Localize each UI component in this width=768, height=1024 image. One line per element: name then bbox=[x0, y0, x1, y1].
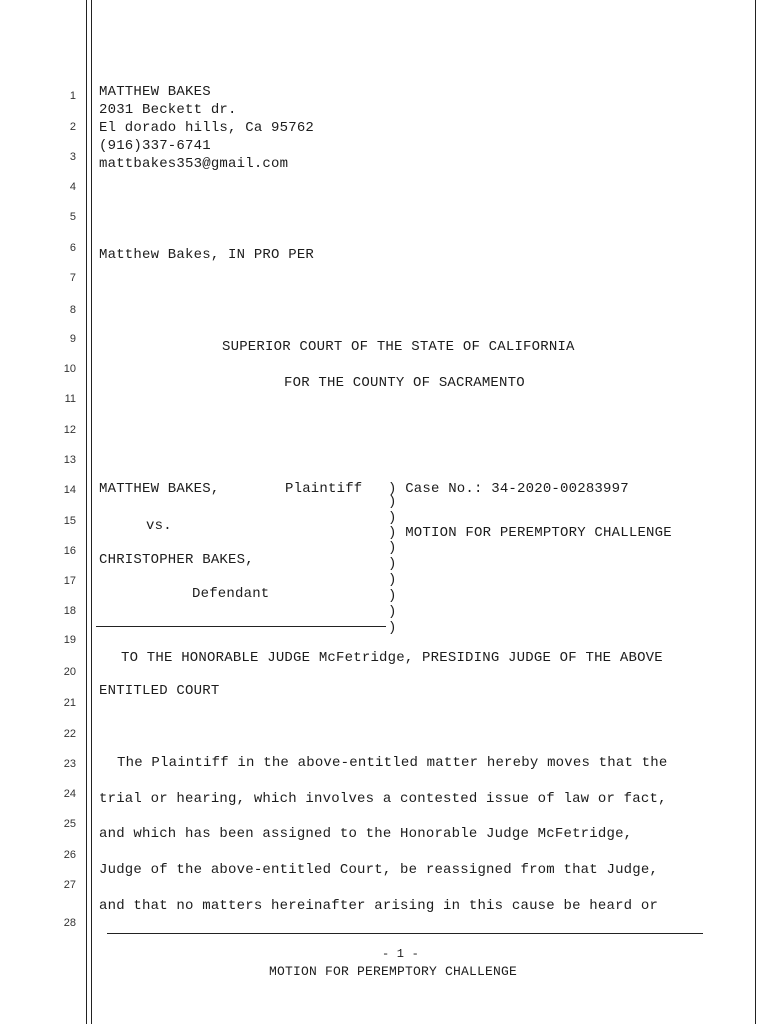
plaintiff-name: MATTHEW BAKES, bbox=[99, 481, 220, 497]
filer-email: mattbakes353@gmail.com bbox=[99, 156, 289, 172]
line-number: 22 bbox=[63, 728, 76, 740]
line-number: 9 bbox=[69, 333, 76, 345]
defendant-name: CHRISTOPHER BAKES, bbox=[99, 552, 254, 568]
left-margin-rule-outer bbox=[86, 0, 87, 1024]
line-number: 26 bbox=[63, 849, 76, 861]
line-number: 20 bbox=[63, 666, 76, 678]
line-number: 4 bbox=[69, 181, 76, 193]
page-number: - 1 - bbox=[382, 947, 420, 961]
filer-address-line1: 2031 Beckett dr. bbox=[99, 102, 237, 118]
footer-rule bbox=[107, 933, 703, 934]
line-number: 2 bbox=[69, 121, 76, 133]
line-number: 25 bbox=[63, 818, 76, 830]
filer-designation: Matthew Bakes, IN PRO PER bbox=[99, 247, 315, 263]
line-number: 6 bbox=[69, 242, 76, 254]
caption-underline bbox=[96, 626, 386, 627]
line-number: 18 bbox=[63, 605, 76, 617]
left-margin-rule-inner bbox=[91, 0, 92, 1024]
salutation-line1: TO THE HONORABLE JUDGE McFetridge, PRESIDING JUDGE OF THE ABOVE bbox=[121, 650, 663, 666]
body-line: Judge of the above-entitled Court, be reassigned from that Judge, bbox=[99, 862, 659, 878]
court-title: SUPERIOR COURT OF THE STATE OF CALIFORNIA bbox=[222, 339, 575, 355]
body-line: and which has been assigned to the Honorable Judge McFetridge, bbox=[99, 826, 633, 842]
line-number: 11 bbox=[64, 393, 76, 405]
court-county: FOR THE COUNTY OF SACRAMENTO bbox=[284, 375, 525, 391]
line-number: 27 bbox=[63, 879, 76, 891]
caption-parentheses: ) ) bbox=[388, 494, 397, 526]
line-number: 23 bbox=[63, 758, 76, 770]
line-number: 10 bbox=[63, 363, 76, 375]
motion-title: ) MOTION FOR PEREMPTORY CHALLENGE bbox=[388, 525, 672, 541]
line-number: 13 bbox=[63, 454, 76, 466]
line-number: 24 bbox=[63, 788, 76, 800]
plaintiff-role: Plaintiff bbox=[285, 481, 363, 497]
filer-name: MATTHEW BAKES bbox=[99, 84, 211, 100]
line-number: 19 bbox=[63, 634, 76, 646]
body-line: The Plaintiff in the above-entitled matter hereby moves that the bbox=[117, 755, 668, 771]
line-number: 7 bbox=[69, 272, 76, 284]
body-line: and that no matters hereinafter arising in this cause be heard or bbox=[99, 898, 659, 914]
line-number: 3 bbox=[69, 151, 76, 163]
line-number: 12 bbox=[63, 424, 76, 436]
line-number: 21 bbox=[63, 697, 76, 709]
line-number: 15 bbox=[63, 515, 76, 527]
line-number: 8 bbox=[69, 304, 76, 316]
caption-parentheses: ) ) ) ) ) ) bbox=[388, 540, 397, 636]
filer-phone: (916)337-6741 bbox=[99, 138, 211, 154]
line-number: 1 bbox=[69, 90, 76, 102]
right-margin-rule bbox=[755, 0, 756, 1024]
line-number: 14 bbox=[63, 484, 76, 496]
body-line: trial or hearing, which involves a contested issue of law or fact, bbox=[99, 791, 667, 807]
filer-address-line2: El dorado hills, Ca 95762 bbox=[99, 120, 315, 136]
versus-text: vs. bbox=[146, 518, 172, 534]
defendant-role: Defendant bbox=[192, 586, 270, 602]
salutation-line2: ENTITLED COURT bbox=[99, 683, 220, 699]
line-number: 28 bbox=[63, 917, 76, 929]
line-number: 17 bbox=[63, 575, 76, 587]
line-number: 16 bbox=[63, 545, 76, 557]
footer-title: MOTION FOR PEREMPTORY CHALLENGE bbox=[269, 964, 518, 979]
line-number: 5 bbox=[69, 211, 76, 223]
case-number: ) Case No.: 34-2020-00283997 bbox=[388, 481, 629, 497]
